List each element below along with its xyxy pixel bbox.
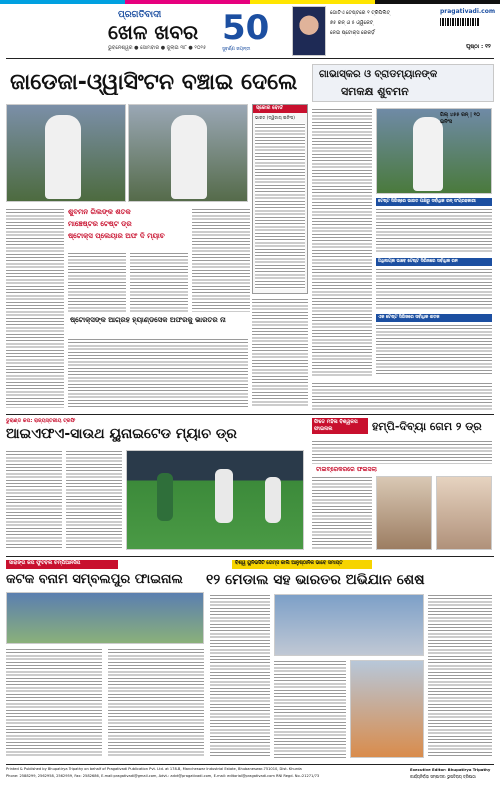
right-headline-box	[312, 64, 494, 102]
editor-label-odia: କାର୍ଯ୍ୟନିର୍ବାହୀ ସମ୍ପାଦକ: ଭୁପତିରାୟ ତ୍ରିପାଠୀ	[410, 774, 476, 779]
right-body-bottom	[312, 382, 492, 410]
color-registration-bar	[0, 0, 500, 4]
dateline: ଭୁବନେଶ୍ୱର ● ସୋମବାର ● ଜୁଲାଇ ୩୮ ● ୨୦୨୫	[108, 45, 207, 51]
chess-body-top	[312, 440, 492, 464]
medal-photo-2	[350, 660, 424, 758]
ug-headline: ୧୨ ମେଡାଲ ସହ ଭାରତର ଅଭିଯାନ ଶେଷ	[206, 572, 425, 588]
ug-body-col-1	[210, 594, 270, 758]
chess-story	[312, 418, 494, 554]
lead-point: ମାଞ୍ଚେଷ୍ଟର ଟେଷ୍ଟ ଡ୍ର	[68, 220, 132, 228]
website[interactable]: pragativadi.com	[440, 8, 496, 15]
section-divider	[6, 556, 494, 557]
list-1-title: ଟେଷ୍ଟ ସିରିଜ୍‌ରେ ଭାରତ ପକ୍ଷରୁ ସର୍ବାଧିକ ରନ୍ ସଂଗ୍ରହକାରୀ	[376, 198, 492, 206]
imprint-line-2: Phone: 2588299, 2562958, 2562959, Fax: 2582686, E-mail:pragativadi@gmail.com, Advt.: advt@pragativadi.com, E-mail: editorial@pragativadi.com RNI Regd. No.:21271/73	[6, 774, 320, 778]
player-figure	[215, 469, 233, 523]
sarang-headline: କଟକ ବନାମ ସମ୍ବଲପୁର ଫାଇନାଲ	[6, 572, 183, 587]
chess-sub: ଟାଇବ୍ରେକରରେ ଫଇସଲା	[316, 466, 377, 473]
scoreboard-title: ସ୍କୋର ବୋର୍ଡ	[253, 105, 307, 113]
chess-photo-1	[376, 476, 432, 550]
scoreboard	[252, 104, 308, 294]
durand-body-col-1	[6, 450, 62, 550]
section-title: ଖେଳ ଖବର	[108, 20, 199, 44]
promo-text-3: ନେଇ ଷ୍ଟୋକ୍ସ ରେକର୍ଡ଼	[330, 30, 375, 36]
sarang-kicker: ସାରାଙ୍ଗ କପ ଫୁଟବଲ ଚମ୍ପିଆନସିପ	[6, 560, 118, 569]
lead-point: ଶୁବମନ ଗିଲଙ୍କ ଶତକ	[68, 208, 131, 216]
brand-top: ପ୍ରଗତିବାଦୀ	[118, 10, 162, 20]
editor-label: Executive Editor: Bhupatirya Tripathy	[410, 767, 491, 772]
section-divider	[6, 414, 494, 415]
chess-body-col	[312, 476, 372, 550]
masthead-rule	[6, 58, 494, 59]
right-headline-1: ଗାଭାସ୍କର ଓ ବ୍ରାଡମ୍ୟାନଙ୍କ	[319, 69, 438, 80]
promo-text-2: ୭୫ ରନ୍ ଓ ୫ ଓ୍ୱିକେଟ୍	[330, 20, 374, 26]
player-figure	[265, 477, 281, 523]
list-2-rows	[376, 268, 492, 310]
player-figure	[171, 115, 207, 199]
lead-point: ଷ୍ଟୋକ୍ସ ପ୍ଲେୟାର ଅଫ ଦି ମ୍ୟାଚ	[68, 232, 165, 240]
sarang-cup-story	[6, 560, 206, 760]
list-2-title: ଅଧିନାୟକ ଭାବେ ଟେଷ୍ଟ ସିରିଜରେ ସର୍ବାଧିକ ରନ	[376, 258, 492, 266]
lead-body-col-2	[68, 252, 126, 312]
right-body-col-1	[312, 108, 372, 378]
scoreboard-lower	[252, 298, 308, 408]
chess-headline: ହମ୍ପି-ଦିବ୍ୟା ଗେମ ୨ ଡ୍ର	[372, 420, 482, 433]
imprint-line-1: Printed & Published by Bhupatirya Tripathy on behalf of Pragativadi Publication Pvt. Ltd. at 178-B, Mancheswar Industrial Estate, Bhubaneswar-751010, Dist. Khurda	[6, 767, 302, 771]
durand-body-col-2	[66, 450, 122, 550]
player-figure	[45, 115, 81, 199]
lead-story	[6, 62, 306, 412]
promo-text-1: ଗୋଟିଏ ଟେଷ୍ଟରେ ୧ ଟ୍ରିପିଲିଟ୍	[330, 10, 391, 16]
anniversary-caption: ସୁବର୍ଣ୍ଣ ଜୟନ୍ତୀ	[222, 47, 251, 52]
anniversary-logo	[222, 8, 282, 54]
scoreboard-rows	[255, 123, 305, 289]
durand-headline: ଆଇଏଫଏ-ସାଉଥ ୟୁନାଇଟେଡ ମ୍ୟାଚ ଡ୍ର	[6, 426, 237, 442]
lead-sub-headline: ଷ୍ଟୋକ୍ସଙ୍କ ଆଗ୍ରହ ହ୍ୟାଣ୍ଡସେକ ଅଫରକୁ ଭାରତର ନା	[70, 316, 226, 324]
lead-body-col-1	[6, 208, 64, 408]
player-figure	[413, 117, 443, 191]
anniversary-number: 50	[222, 8, 270, 48]
lead-points	[68, 208, 188, 250]
sub-story-body	[68, 338, 248, 408]
university-games-story	[206, 560, 494, 760]
list-3-rows	[376, 324, 492, 374]
durand-kicker: ଡୁରାଣ୍ଡ କପ: ରାଜ୍ୟସ୍ତରୀୟ ଟ୍ରଫି	[6, 418, 76, 424]
barcode-icon	[440, 18, 480, 26]
imprint-footer	[6, 764, 494, 786]
page-number: ପୃଷ୍ଠା : ୧୨	[466, 44, 491, 50]
team-photo	[6, 592, 204, 644]
promo-box	[330, 10, 438, 54]
jadeja-photo	[6, 104, 126, 202]
sarang-body-col-2	[108, 648, 204, 758]
masthead	[0, 0, 500, 62]
lead-body-col-3	[130, 252, 188, 312]
lead-body-col-4	[192, 208, 250, 312]
ug-body-col-3	[428, 594, 492, 758]
sarang-body-col-1	[6, 648, 102, 758]
right-story	[312, 64, 494, 412]
ug-kicker: ବିଶ୍ୱ ୟୁନିଭର୍ସିଟି ଗେମ୍ସ କାଲି ଆନୁଷ୍ଠାନିକ ଭାବେ ସମାପ୍ତ	[232, 560, 372, 569]
list-3-title: ଏକ ଟେଷ୍ଟ ସିରିଜରେ ସର୍ବାଧିକ ଶତକ	[376, 314, 492, 322]
right-headline-2: ସମକକ୍ଷ ଶୁବମନ	[341, 85, 409, 98]
ug-body-col-2	[274, 660, 346, 758]
washington-photo	[128, 104, 248, 202]
list-1-rows	[376, 208, 492, 254]
scoreboard-sub: ଭାରତ (ଦ୍ୱିତୀୟ ଇନିଂସ)	[255, 115, 295, 120]
player-figure	[157, 473, 173, 521]
durand-cup-story	[6, 418, 306, 554]
stokes-photo	[292, 6, 326, 56]
football-photo	[126, 450, 304, 550]
chess-label: ଫିଡେ ମହିଳା ବିଶ୍ୱକପ ଫାଇନାଲ	[312, 418, 368, 434]
stat-box: ଗିଲ୍ ୪୫୫ ରନ୍ | ୧୦ ଇନିଂସ	[440, 112, 480, 125]
medal-photo-1	[274, 594, 424, 656]
chess-photo-2	[436, 476, 492, 550]
lead-headline: ଜାଡେଜା-ଓ୍ୱାସିଂଟନ ବଞ୍ଚାଇ ଦେଲେ	[10, 70, 298, 95]
